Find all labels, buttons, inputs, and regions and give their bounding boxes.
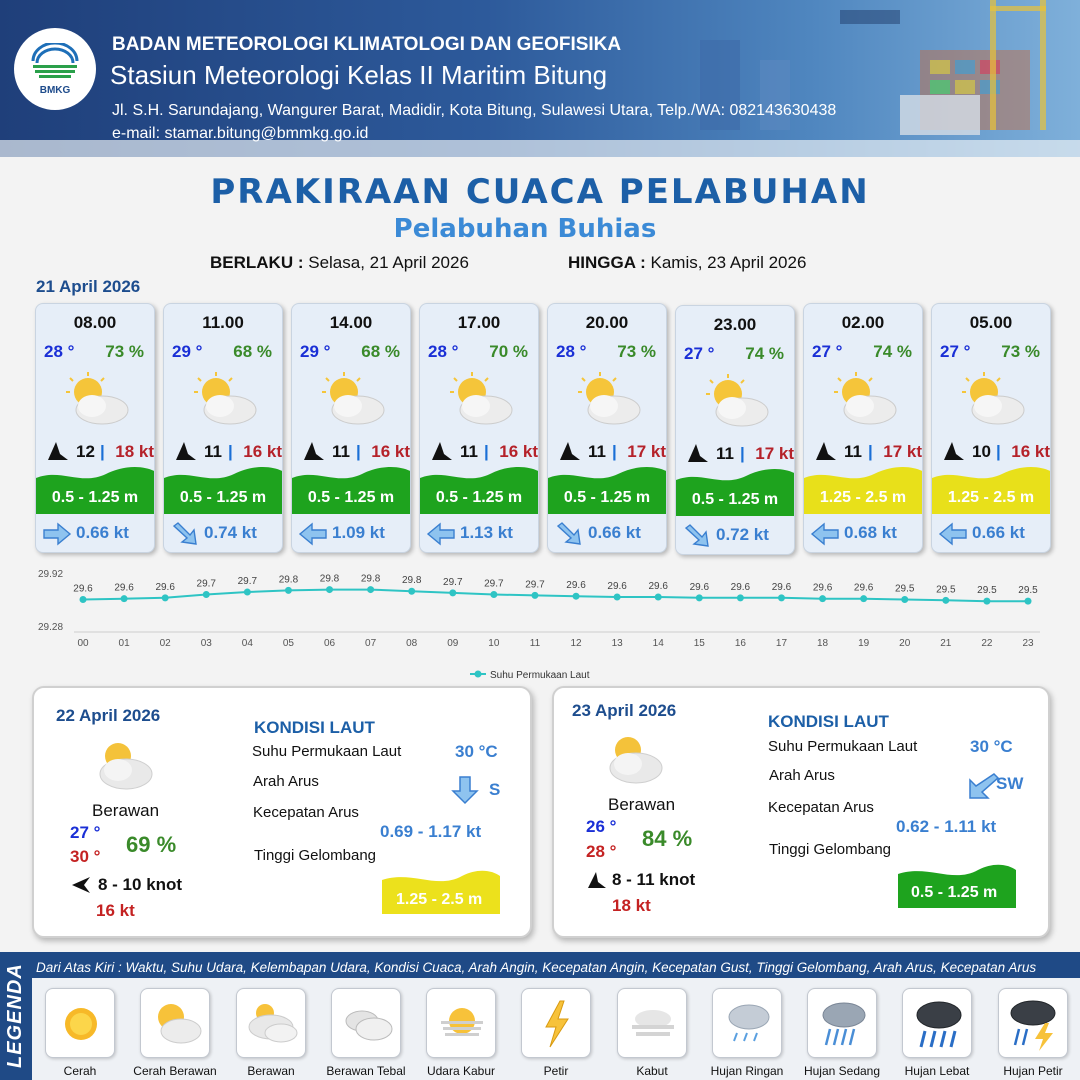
wind-direction-icon [174, 440, 198, 462]
forecast-card [291, 303, 411, 553]
wind-gust: 17 kt [755, 444, 794, 463]
bmkg-logo-icon [27, 43, 83, 83]
sst-data-point [860, 595, 867, 602]
wind-separator: | [868, 442, 873, 461]
wind-row [556, 440, 666, 462]
sst-data-point [1025, 598, 1032, 605]
air-temp: 27 ° [684, 344, 715, 363]
legend-item [998, 988, 1068, 1058]
sst-data-point [614, 594, 621, 601]
sst-data-label: 29.6 [73, 583, 93, 595]
sst-data-point [367, 586, 374, 593]
humidity: 70 % [489, 342, 528, 361]
sst-data-label: 29.6 [730, 581, 751, 593]
x-tick-label: 22 [981, 638, 993, 649]
air-temp: 28 ° [428, 342, 459, 361]
wind-direction-icon [46, 440, 70, 462]
sst-data-point [285, 587, 292, 594]
station-address: Jl. S.H. Sarundajang, Wangurer Barat, Madidir, Kota Bitung, Sulawesi Utara, Telp./WA: 082143630438 [112, 102, 837, 119]
day3-current-dir-label: Arah Arus [769, 767, 835, 784]
legend-item-label: Hujan Sedang [803, 1064, 881, 1078]
partly-cloudy-icon [192, 372, 258, 428]
current-direction-icon [682, 524, 712, 548]
sst-data-point [778, 594, 785, 601]
x-tick-label: 06 [323, 638, 336, 649]
x-tick-label: 21 [940, 638, 952, 649]
wind-direction-icon [686, 442, 710, 464]
wind-row [812, 440, 922, 462]
valid-to [568, 253, 806, 273]
sst-data-label: 29.6 [114, 582, 134, 594]
legend-item-label: Cerah [63, 1064, 97, 1078]
current-speed: 1.13 kt [460, 523, 513, 542]
forecast-time: 08.00 [73, 313, 117, 332]
partly-cloudy-icon [832, 372, 898, 428]
current-row [938, 520, 1048, 548]
sst-data-label: 29.7 [525, 579, 545, 591]
legend-series-name: Suhu Permukaan Laut [490, 670, 590, 681]
day2-condition: Berawan [92, 801, 160, 820]
sst-data-point [901, 596, 908, 603]
air-temp: 27 ° [812, 342, 843, 361]
air-temp: 28 ° [556, 342, 587, 361]
legend-item-label: Cerah Berawan [133, 1064, 217, 1078]
wind-gust: 17 kt [627, 442, 666, 461]
legend-item-label: Hujan Lebat [904, 1064, 970, 1078]
day3-humidity: 84 % [642, 826, 693, 851]
valid-to-value: Kamis, 23 April 2026 [650, 253, 807, 272]
wind-gust: 18 kt [115, 442, 154, 461]
legend-item-label: Hujan Petir [1003, 1064, 1063, 1078]
wind-speed: 11 [332, 442, 350, 461]
air-temp: 28 ° [44, 342, 75, 361]
day2-sst: 30 °C [455, 742, 498, 761]
current-direction-icon [938, 522, 968, 546]
wind-row [300, 440, 410, 462]
sst-data-label: 29.8 [401, 575, 422, 587]
legend-marker [475, 671, 482, 678]
legend-item [236, 988, 306, 1058]
current-row [810, 520, 920, 548]
sst-data-label: 29.7 [237, 576, 258, 588]
day3-gust: 18 kt [612, 896, 651, 915]
day2-current-speed-label: Kecepatan Arus [253, 804, 359, 821]
wave-height: 0.5 - 1.25 m [51, 489, 139, 506]
sun-cloud-icon [149, 997, 203, 1051]
wind-separator: | [612, 442, 617, 461]
current-speed: 1.09 kt [332, 523, 385, 542]
wind-direction-icon [430, 440, 454, 462]
day3-condition: Berawan [608, 795, 676, 814]
legend-item [45, 988, 115, 1058]
y-tick-label: 29.28 [38, 622, 64, 633]
legend-item [331, 988, 401, 1058]
wave-height: 1.25 - 2.5 m [819, 489, 907, 506]
sst-data-label: 29.6 [155, 581, 175, 593]
wind-gust: 16 kt [371, 442, 410, 461]
wind-separator: | [228, 442, 233, 461]
day3-temp-min: 26 ° [586, 817, 617, 836]
current-row [42, 520, 152, 548]
wind-speed: 11 [204, 442, 222, 461]
sst-data-label: 29.5 [1018, 585, 1038, 597]
sst-data-label: 29.6 [812, 582, 833, 594]
current-row [682, 522, 792, 550]
wind-gust: 16 kt [1011, 442, 1050, 461]
x-tick-label: 02 [159, 638, 171, 649]
day3-sea-title: KONDISI LAUT [768, 712, 889, 731]
bmkg-logo [14, 28, 96, 110]
wave-height: 0.5 - 1.25 m [563, 489, 651, 506]
sst-data-label: 29.6 [771, 581, 792, 593]
day2-wave: 1.25 - 2.5 m [396, 891, 483, 908]
partly-cloudy-icon [320, 372, 386, 428]
sst-data-point [655, 594, 662, 601]
day2-sst-label: Suhu Permukaan Laut [252, 743, 402, 760]
x-tick-label: 10 [488, 638, 500, 649]
day2-temp-min: 27 ° [70, 823, 101, 842]
wave-height: 0.5 - 1.25 m [691, 491, 779, 508]
day2-current-dir-label: Arah Arus [253, 773, 319, 790]
sst-data-label: 29.6 [689, 581, 710, 593]
station-email[interactable]: e-mail: stamar.bitung@bmmkg.go.id [112, 125, 369, 142]
sst-data-point [573, 593, 580, 600]
valid-to-label: HINGGA : [568, 253, 646, 272]
day2-date: 22 April 2026 [56, 706, 161, 725]
cloudy-icon [92, 738, 156, 792]
wind-speed: 12 [76, 442, 95, 461]
humidity: 73 % [617, 342, 656, 361]
forecast-time: 17.00 [457, 313, 501, 332]
current-direction-icon [42, 522, 72, 546]
lightning-icon [530, 997, 584, 1051]
x-tick-label: 01 [118, 638, 130, 649]
partly-cloudy-icon [448, 372, 514, 428]
humidity: 73 % [105, 342, 144, 361]
sst-data-point [121, 595, 128, 602]
current-row [298, 520, 408, 548]
humidity: 68 % [361, 342, 400, 361]
partly-cloudy-icon [576, 372, 642, 428]
haze-icon [435, 997, 489, 1051]
day3-current-dir: SW [996, 774, 1024, 793]
wind-speed: 11 [716, 444, 734, 463]
legend-item-label: Kabut [636, 1064, 668, 1078]
cloudy-icon [245, 997, 299, 1051]
forecast-card [803, 303, 923, 553]
logo-text: BMKG [39, 84, 71, 96]
wind-direction-icon [814, 440, 838, 462]
current-direction-icon [298, 522, 328, 546]
current-speed: 0.74 kt [204, 523, 257, 542]
port-name: Pelabuhan Buhias [393, 214, 657, 244]
sst-data-point [326, 586, 333, 593]
current-row [426, 520, 536, 548]
y-tick-label: 29.92 [38, 569, 64, 580]
x-tick-label: 16 [734, 638, 746, 649]
x-tick-label: 03 [200, 638, 212, 649]
forecast-time: 23.00 [713, 315, 757, 334]
day2-sea-title: KONDISI LAUT [254, 718, 375, 737]
x-tick-label: 23 [1022, 638, 1034, 649]
sst-data-label: 29.7 [196, 578, 216, 590]
light-rain-icon [721, 997, 775, 1051]
valid-from-value: Selasa, 21 April 2026 [308, 253, 469, 272]
legend-item-label: Udara Kabur [426, 1064, 496, 1078]
x-tick-label: 18 [817, 638, 829, 649]
humidity: 74 % [745, 344, 784, 363]
current-arrow-s-icon [448, 775, 482, 805]
legend-item [617, 988, 687, 1058]
sst-data-label: 29.7 [484, 578, 504, 590]
current-speed: 0.66 kt [588, 523, 641, 542]
sst-data-label: 29.6 [566, 580, 586, 592]
current-speed: 0.66 kt [76, 523, 129, 542]
forecast-time: 02.00 [841, 313, 885, 332]
forecast-time: 11.00 [202, 313, 244, 332]
sst-data-point [531, 592, 538, 599]
forecast-card [35, 303, 155, 553]
legend-item-label: Petir [543, 1064, 569, 1078]
x-tick-label: 11 [529, 638, 541, 649]
legend-item [140, 988, 210, 1058]
wind-gust: 16 kt [243, 442, 282, 461]
sst-data-point [449, 589, 456, 596]
wind-separator: | [484, 442, 489, 461]
legend-item-label: Hujan Ringan [710, 1064, 784, 1078]
forecast-card [675, 305, 795, 555]
wind-direction-icon [558, 440, 582, 462]
wind-separator: | [100, 442, 105, 461]
wind-direction-icon [302, 440, 326, 462]
day3-current-speed: 0.62 - 1.11 kt [896, 817, 997, 836]
valid-from [210, 253, 469, 273]
current-direction-icon [810, 522, 840, 546]
day2-current-speed: 0.69 - 1.17 kt [380, 822, 482, 841]
wind-row [684, 442, 794, 464]
partly-cloudy-icon [704, 374, 770, 430]
day2-gust: 16 kt [96, 901, 135, 920]
legend-item-label: Berawan [247, 1064, 295, 1078]
day3-current-speed-label: Kecepatan Arus [768, 799, 874, 816]
sst-data-point [983, 598, 990, 605]
x-tick-label: 08 [406, 638, 418, 649]
current-row [554, 520, 664, 548]
legend-item [426, 988, 496, 1058]
wind-gust: 17 kt [883, 442, 922, 461]
forecast-card [163, 303, 283, 553]
sst-data-point [696, 594, 703, 601]
x-tick-label: 00 [77, 638, 89, 649]
forecast-card [419, 303, 539, 553]
x-tick-label: 04 [241, 638, 253, 649]
sun-icon [54, 997, 108, 1051]
sst-data-label: 29.5 [895, 583, 915, 595]
x-tick-label: 05 [282, 638, 294, 649]
sst-data-point [490, 591, 497, 598]
day2-temp-max: 30 ° [70, 847, 101, 866]
sst-data-label: 29.8 [278, 574, 299, 586]
fog-icon [626, 997, 680, 1051]
sst-data-label: 29.6 [648, 581, 668, 593]
sst-data-point [162, 594, 169, 601]
day2-wave-label: Tinggi Gelombang [254, 847, 377, 864]
humidity: 73 % [1001, 342, 1040, 361]
x-tick-label: 07 [365, 638, 377, 649]
x-tick-label: 13 [611, 638, 623, 649]
current-speed: 0.72 kt [716, 525, 769, 544]
forecast-time: 20.00 [585, 313, 629, 332]
air-temp: 29 ° [300, 342, 331, 361]
day3-sst-label: Suhu Permukaan Laut [768, 738, 918, 755]
humidity: 74 % [873, 342, 912, 361]
forecast-time: 05.00 [969, 313, 1013, 332]
day2-humidity: 69 % [126, 832, 177, 857]
wind-separator: | [740, 444, 745, 463]
x-tick-label: 15 [693, 638, 705, 649]
sst-data-label: 29.5 [977, 585, 997, 597]
sst-data-label: 29.7 [443, 576, 463, 588]
partly-cloudy-icon [960, 372, 1026, 428]
forecast-card [547, 303, 667, 553]
current-direction-icon [426, 522, 456, 546]
wave-height: 0.5 - 1.25 m [435, 489, 523, 506]
forecast-card [931, 303, 1051, 553]
day3-wave-label: Tinggi Gelombang [769, 841, 892, 858]
sst-data-point [408, 588, 415, 595]
legend-item-label: Berawan Tebal [326, 1064, 406, 1078]
forecast-time: 14.00 [329, 313, 373, 332]
wind-speed: 11 [588, 442, 606, 461]
legend-item [807, 988, 877, 1058]
overcast-icon [340, 997, 394, 1051]
header-banner [0, 0, 1080, 157]
sst-data-point [80, 596, 87, 603]
current-speed: 0.68 kt [844, 523, 897, 542]
x-tick-label: 14 [652, 638, 664, 649]
day2-current-dir: S [489, 780, 501, 799]
sst-data-point [737, 594, 744, 601]
sst-data-label: 29.6 [607, 581, 627, 593]
x-tick-label: 20 [899, 638, 911, 649]
sst-data-label: 29.8 [319, 573, 340, 585]
wave-height: 0.5 - 1.25 m [307, 489, 395, 506]
day3-date: 23 April 2026 [572, 701, 677, 720]
day3-sst: 30 °C [970, 737, 1013, 756]
wind-speed: 10 [972, 442, 991, 461]
moderate-rain-icon [816, 997, 870, 1051]
station-name: Stasiun Meteorologi Kelas II Maritim Bitung [110, 60, 608, 90]
humidity: 68 % [233, 342, 272, 361]
sst-series-line [83, 590, 1028, 602]
x-tick-label: 09 [447, 638, 459, 649]
sst-data-point [244, 589, 251, 596]
org-name: BADAN METEOROLOGI KLIMATOLOGI DAN GEOFISIKA [112, 34, 622, 55]
day2-wind: 8 - 10 knot [98, 875, 183, 894]
legend-item [712, 988, 782, 1058]
legend-title: LEGENDA [4, 963, 26, 1068]
wind-row [940, 440, 1050, 462]
wind-gust: 16 kt [499, 442, 538, 461]
x-tick-label: 12 [570, 638, 582, 649]
x-tick-label: 19 [858, 638, 870, 649]
wind-direction-icon [942, 440, 966, 462]
wave-height: 0.5 - 1.25 m [179, 489, 267, 506]
wind-row [428, 440, 538, 462]
day3-temp-max: 28 ° [586, 842, 617, 861]
current-direction-icon [554, 522, 584, 546]
legend-item [521, 988, 591, 1058]
wind-speed: 11 [844, 442, 862, 461]
thunderstorm-icon [1007, 997, 1061, 1051]
sst-data-point [819, 595, 826, 602]
current-arrow-sw-icon [966, 770, 1000, 800]
heavy-rain-icon [911, 997, 965, 1051]
wind-row [44, 440, 154, 462]
sst-data-point [203, 591, 210, 598]
current-direction-icon [170, 522, 200, 546]
page-title: PRAKIRAAN CUACA PELABUHAN [210, 172, 870, 212]
wind-separator: | [356, 442, 361, 461]
wind-speed: 11 [460, 442, 478, 461]
day3-wave: 0.5 - 1.25 m [911, 884, 998, 901]
current-speed: 0.66 kt [972, 523, 1025, 542]
air-temp: 27 ° [940, 342, 971, 361]
partly-cloudy-icon [64, 372, 130, 428]
sst-data-label: 29.8 [360, 573, 381, 585]
x-tick-label: 17 [775, 638, 788, 649]
wave-height: 1.25 - 2.5 m [947, 489, 1035, 506]
legend-description: Dari Atas Kiri : Waktu, Suhu Udara, Kelembapan Udara, Kondisi Cuaca, Arah Angin, Kecepatan Angin, Kecepatan Gust, Tinggi Gelombang, Arah Arus, Kecepatan Arus [36, 960, 1037, 975]
valid-from-label: BERLAKU : [210, 253, 304, 272]
day3-wind: 8 - 11 knot [612, 870, 696, 889]
sst-data-label: 29.6 [853, 582, 874, 594]
wind-row [172, 440, 282, 462]
wind-separator: | [996, 442, 1001, 461]
wind-direction-icon [70, 875, 92, 895]
wind-direction-icon [586, 870, 608, 890]
air-temp: 29 ° [172, 342, 203, 361]
sea-surface-temp-chart [0, 560, 1080, 690]
sst-data-point [942, 597, 949, 604]
sst-data-label: 29.5 [936, 584, 956, 596]
day1-date: 21 April 2026 [36, 277, 141, 296]
legend-item [902, 988, 972, 1058]
cloudy-icon [602, 732, 666, 786]
current-row [170, 520, 280, 548]
